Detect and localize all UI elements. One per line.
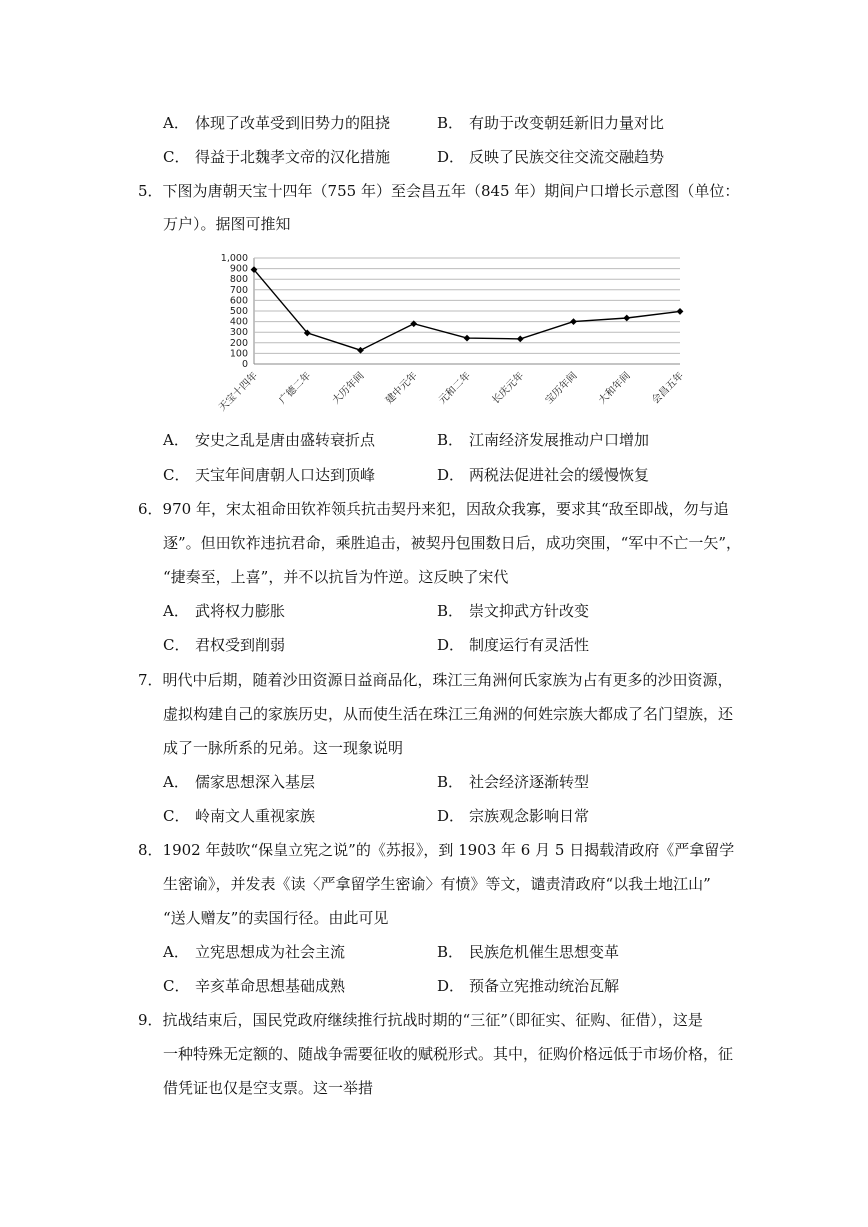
x-tick-label: 大历年间 (330, 370, 367, 407)
y-tick-label: 300 (229, 327, 248, 339)
data-point (517, 335, 524, 342)
data-point (570, 318, 577, 325)
q5-option-b: B． 江南经济发展推动户口增加 (437, 431, 650, 449)
q6-option-c: C． 君权受到削弱 (163, 636, 286, 654)
x-tick-label: 会昌五年 (650, 370, 687, 407)
household-growth-chart-svg (190, 250, 700, 430)
x-tick-label: 广德二年 (277, 370, 314, 407)
q8-option-d: D． 预备立宪推动统治瓦解 (437, 977, 620, 995)
q5-option-c: C． 天宝年间唐朝人口达到顶峰 (163, 466, 376, 484)
q4-option-d: D． 反映了民族交往交流交融趋势 (437, 148, 665, 166)
q8-stem-line-2: 生密谕》，并发表《读〈严拿留学生密谕〉有愤》等文，谴责清政府“以我土地江山” (163, 875, 711, 893)
data-point (464, 335, 471, 342)
q9-stem-line-3: 借凭证也仅是空支票。这一举措 (163, 1079, 374, 1097)
y-tick-label: 500 (229, 306, 248, 317)
y-tick-label: 0 (241, 359, 248, 370)
y-tick-label: 700 (229, 284, 248, 296)
q8-option-c: C． 辛亥革命思想基础成熟 (163, 977, 346, 995)
data-point (623, 315, 630, 322)
data-point (677, 308, 684, 315)
q9-stem-line-2: 一种特殊无定额的、随战争需要征收的赋税形式。其中，征购价格远低于市场价格，征 (163, 1045, 734, 1063)
y-tick-label: 400 (229, 316, 248, 328)
q8-stem-line-1: 8．1902 年鼓吹“保皇立宪之说”的《苏报》，到 1903 年 6 月 5 日揭载清政府《严拿留学 (138, 841, 735, 859)
q8-option-b: B． 民族危机催生思想变革 (437, 943, 620, 961)
q7-stem-line-1: 7．明代中后期，随着沙田资源日益商品化，珠江三角洲何氏家族为占有更多的沙田资源， (138, 671, 733, 689)
y-tick-label: 600 (229, 295, 248, 307)
q7-stem-line-3: 成了一脉所系的兄弟。这一现象说明 (163, 739, 404, 757)
data-point (357, 347, 364, 354)
q4-option-a: A． 体现了改革受到旧势力的阻挠 (163, 114, 391, 132)
y-tick-label: 900 (229, 263, 248, 275)
y-tick-label: 1,000 (220, 253, 248, 264)
q6-option-a: A． 武将权力膨胀 (163, 602, 286, 620)
q4-option-c: C． 得益于北魏孝文帝的汉化措施 (163, 148, 391, 166)
q6-option-b: B． 崇文抑武方针改变 (437, 602, 590, 620)
q4-option-b: B． 有助于改变朝廷新旧力量对比 (437, 114, 665, 132)
q9-stem-line-1: 9．抗战结束后，国民党政府继续推行抗战时期的“三征”（即征实、征购、征借），这是 (138, 1011, 703, 1029)
y-tick-label: 800 (229, 274, 248, 286)
y-tick-label: 200 (229, 337, 248, 349)
x-tick-label: 长庆元年 (490, 370, 527, 407)
q5-option-d: D． 两税法促进社会的缓慢恢复 (437, 466, 650, 484)
x-tick-label: 宝历年间 (543, 370, 580, 407)
q7-option-b: B． 社会经济逐渐转型 (437, 773, 590, 791)
q6-stem-line-3: “捷奏至，上喜”，并不以抗旨为忤逆。这反映了宋代 (163, 568, 509, 586)
y-tick-label: 100 (229, 348, 248, 360)
q6-stem-line-1: 6．970 年，宋太祖命田钦祚领兵抗击契丹来犯，因敌众我寡，要求其“敌至即战，勿与追 (138, 500, 729, 518)
household-growth-chart (190, 250, 700, 430)
q8-stem-line-3: “送人赠友”的卖国行径。由此可见 (163, 909, 389, 927)
x-tick-label: 建中元年 (383, 370, 420, 407)
q7-option-c: C． 岭南文人重视家族 (163, 807, 316, 825)
q7-option-a: A． 儒家思想深入基层 (163, 773, 316, 791)
q6-option-d: D． 制度运行有灵活性 (437, 636, 590, 654)
q5-option-a: A． 安史之乱是唐由盛转衰折点 (163, 431, 376, 449)
q5-stem-line-1: 5．下图为唐朝天宝十四年（755 年）至会昌五年（845 年）期间户口增长示意图（单位： (138, 182, 740, 200)
q8-option-a: A． 立宪思想成为社会主流 (163, 943, 346, 961)
q7-option-d: D． 宗族观念影响日常 (437, 807, 590, 825)
q6-stem-line-2: 逐”。但田钦祚违抗君命，乘胜追击，被契丹包围数日后，成功突围，“军中不亡一矢”， (163, 534, 742, 552)
x-tick-label: 大和年间 (596, 370, 633, 407)
q7-stem-line-2: 虚拟构建自己的家族历史，从而使生活在珠江三角洲的何姓宗族大都成了名门望族，还 (163, 705, 734, 723)
q5-stem-line-2: 万户）。据图可推知 (163, 215, 291, 233)
x-tick-label: 元和二年 (437, 370, 474, 407)
x-tick-label: 天宝十四年 (216, 370, 261, 414)
